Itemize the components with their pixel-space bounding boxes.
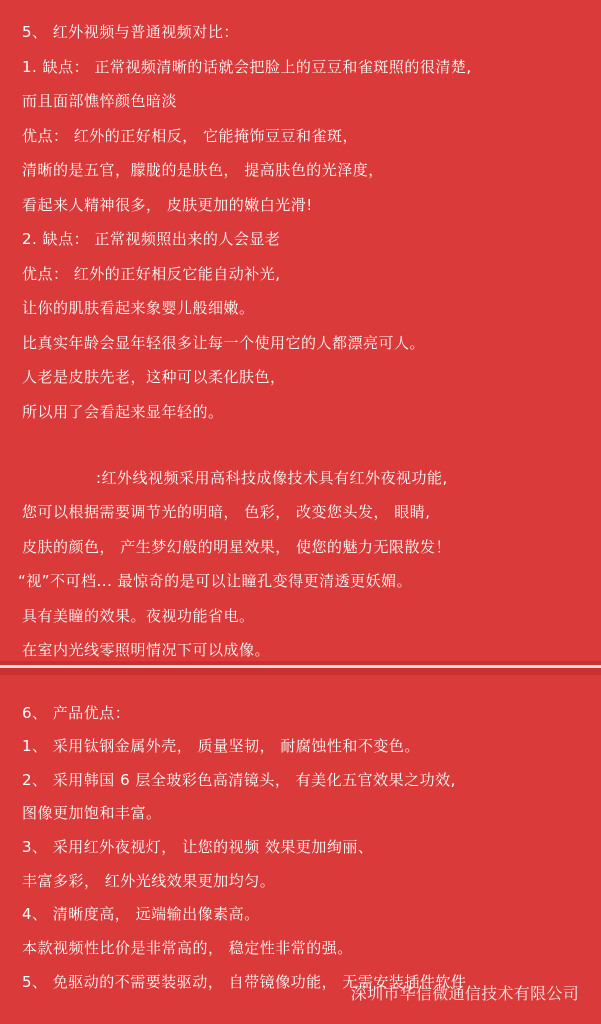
text-line: 而且面部憔悴颜色暗淡 [22, 92, 178, 110]
text-line: 2. 缺点： 正常视频照出来的人会显老 [22, 230, 281, 248]
text-line: 所以用了会看起来显年轻的。 [22, 403, 224, 421]
text-line: 2、 采用韩国 6 层全玻彩色高清镜头， 有美化五官效果之功效, [22, 771, 456, 789]
text-line: 优点： 红外的正好相反， 它能掩饰豆豆和雀斑， [22, 127, 359, 145]
watermark-text: 深圳市华信微通信技术有限公司 [350, 984, 579, 1003]
text-line: 丰富多彩， 红外光线效果更加均匀。 [22, 872, 276, 890]
text-line: :红外线视频采用高科技成像技术具有红外夜视功能, [96, 469, 448, 487]
divider-line [0, 665, 601, 668]
text-line: 优点： 红外的正好相反它能自动补光, [22, 265, 281, 283]
text-line: 清晰的是五官，朦胧的是肤色， 提高肤色的光泽度， [22, 161, 384, 179]
text-line: 本款视频性比价是非常高的， 稳定性非常的强。 [22, 939, 353, 957]
text-line: 您可以根据需要调节光的明暗， 色彩， 改变您头发， 眼睛, [22, 503, 431, 521]
text-line: 比真实年龄会显年轻很多让每一个使用它的人都漂亮可人。 [22, 334, 426, 352]
text-line: 4、 清晰度高， 远端输出像素高。 [22, 905, 260, 923]
text-line: 人老是皮肤先老，这种可以柔化肤色， [22, 368, 286, 386]
section-5-heading: 5、 红外视频与普通视频对比： [22, 23, 239, 41]
text-line: 1. 缺点： 正常视频清晰的话就会把脸上的豆豆和雀斑照的很清楚, [22, 58, 472, 76]
text-line: 看起来人精神很多， 皮肤更加的嫩白光滑! [22, 196, 313, 214]
section-6-heading: 6、 产品优点： [22, 704, 131, 722]
section-divider [0, 661, 601, 675]
text-line: 5、 免驱动的不需要装驱动， 自带镜像功能， 无需安装插件软件 [22, 973, 467, 991]
text-line: 让你的肌肤看起来象婴儿般细嫩。 [22, 299, 255, 317]
bottom-section [0, 675, 601, 1024]
text-line: 3、 采用红外夜视灯， 让您的视频 效果更加绚丽、 [22, 838, 374, 856]
text-line: 1、 采用钛钢金属外壳， 质量坚韧， 耐腐蚀性和不变色。 [22, 737, 420, 755]
text-line: 在室内光线零照明情况下可以成像。 [22, 641, 271, 659]
text-line: 图像更加饱和丰富。 [22, 804, 162, 822]
text-line: “视”不可档... 最惊奇的是可以让瞳孔变得更清透更妖媚。 [18, 572, 413, 590]
text-line: 具有美瞳的效果。夜视功能省电。 [22, 607, 255, 625]
text-line: 皮肤的颜色， 产生梦幻般的明星效果， 使您的魅力无限散发！ [22, 538, 452, 556]
